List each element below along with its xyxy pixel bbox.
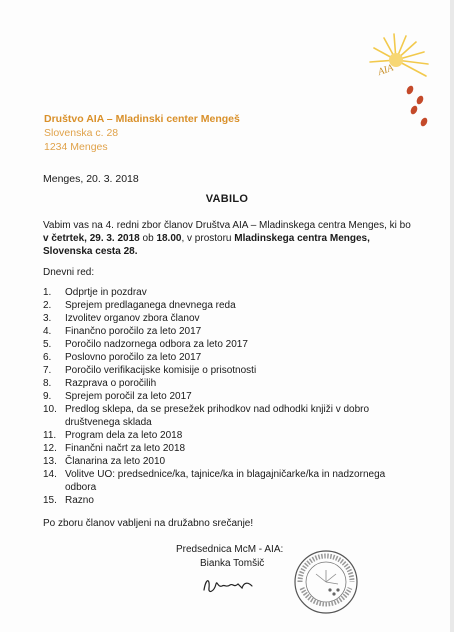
agenda-text: Razno [65, 495, 94, 506]
aia-sun-logo [358, 30, 438, 140]
agenda-item [43, 338, 418, 351]
agenda-item [43, 377, 418, 390]
agenda-number: 5. [43, 339, 52, 350]
intro-text-2: ob [139, 233, 157, 244]
agenda-text: Razprava o poročilih [65, 378, 157, 389]
street-address: Slovenska c. 28 [44, 127, 119, 139]
agenda-number: 3. [43, 313, 52, 324]
agenda-text: Odprtje in pozdrav [65, 287, 147, 298]
agenda-number: 11. [43, 430, 57, 441]
meeting-place: Mladinskega centra Menges, Slovenska cesta 28. [43, 233, 370, 257]
closing-sentence: Po zboru članov vabljeni na družabno srečanje! [43, 518, 254, 529]
document-title: VABILO [205, 193, 249, 205]
agenda-text: Finančni načrt za leto 2018 [65, 443, 186, 454]
agenda-text: Sprejem predlaganega dnevnega reda [65, 300, 236, 311]
agenda-item [43, 312, 418, 325]
agenda-number: 15. [43, 495, 57, 506]
agenda-text: Izvolitev organov zbora članov [65, 313, 200, 324]
agenda-text: Članarina za leto 2010 [65, 456, 166, 467]
agenda-item [43, 390, 418, 403]
agenda-item [43, 468, 418, 494]
round-stamp [292, 548, 360, 616]
agenda-item [43, 429, 418, 442]
agenda-number: 12. [43, 443, 57, 454]
meeting-time: 18.00 [156, 233, 182, 244]
agenda-number: 7. [43, 365, 52, 376]
agenda-text: Poročilo verifikacijske komisije o prisotnosti [65, 365, 257, 376]
scan-edge [450, 0, 454, 632]
agenda-text: Volitve UO: predsednice/ka, tajnice/ka in blagajničarke/ka in nadzornega odbora [65, 469, 386, 493]
agenda-item [43, 364, 418, 377]
agenda-number: 14. [43, 469, 57, 480]
agenda-number: 2. [43, 300, 52, 311]
organization-name: Društvo AIA – Mladinski center Mengeš [44, 113, 240, 125]
meeting-date: v četrtek, 29. 3. 2018 [43, 233, 140, 244]
invitation-paragraph [43, 219, 413, 258]
handwritten-signature [200, 570, 260, 598]
agenda-item [43, 494, 418, 507]
agenda-number: 9. [43, 391, 52, 402]
agenda-item [43, 299, 418, 312]
agenda-item [43, 286, 418, 299]
logo-text: AIA [376, 62, 395, 79]
agenda-list [43, 286, 418, 507]
agenda-label: Dnevni red: [43, 267, 95, 278]
agenda-number: 8. [43, 378, 52, 389]
agenda-number: 1. [43, 287, 52, 298]
agenda-item [43, 403, 418, 429]
agenda-text: Poročilo nadzornega odbora za leto 2017 [65, 339, 248, 350]
city-address: 1234 Menges [44, 141, 108, 153]
agenda-text: Predlog sklepa, da se presežek prihodkov nad odhodki knjiži v dobro društvenega sklada [65, 404, 370, 428]
signatory-name: Bianka Tomšič [200, 558, 265, 569]
agenda-number: 13. [43, 456, 57, 467]
agenda-item [43, 325, 418, 338]
agenda-number: 10. [43, 404, 57, 415]
signatory-role: Predsednica McM - AIA: [176, 544, 284, 555]
letterhead [44, 112, 240, 154]
agenda-item [43, 351, 418, 364]
agenda-text: Sprejem poročil za leto 2017 [65, 391, 192, 402]
intro-text-3: , v prostoru [181, 233, 235, 244]
agenda-text: Program dela za leto 2018 [65, 430, 183, 441]
agenda-item [43, 455, 418, 468]
date-line: Menges, 20. 3. 2018 [43, 173, 139, 185]
agenda-text: Finančno poročilo za leto 2017 [65, 326, 202, 337]
agenda-text: Poslovno poročilo za leto 2017 [65, 352, 202, 363]
intro-text-1: Vabim vas na 4. redni zbor članov Društva AIA – Mladinskega centra Menges, ki bo [43, 220, 411, 231]
agenda-number: 6. [43, 352, 52, 363]
agenda-number: 4. [43, 326, 52, 337]
agenda-item [43, 442, 418, 455]
